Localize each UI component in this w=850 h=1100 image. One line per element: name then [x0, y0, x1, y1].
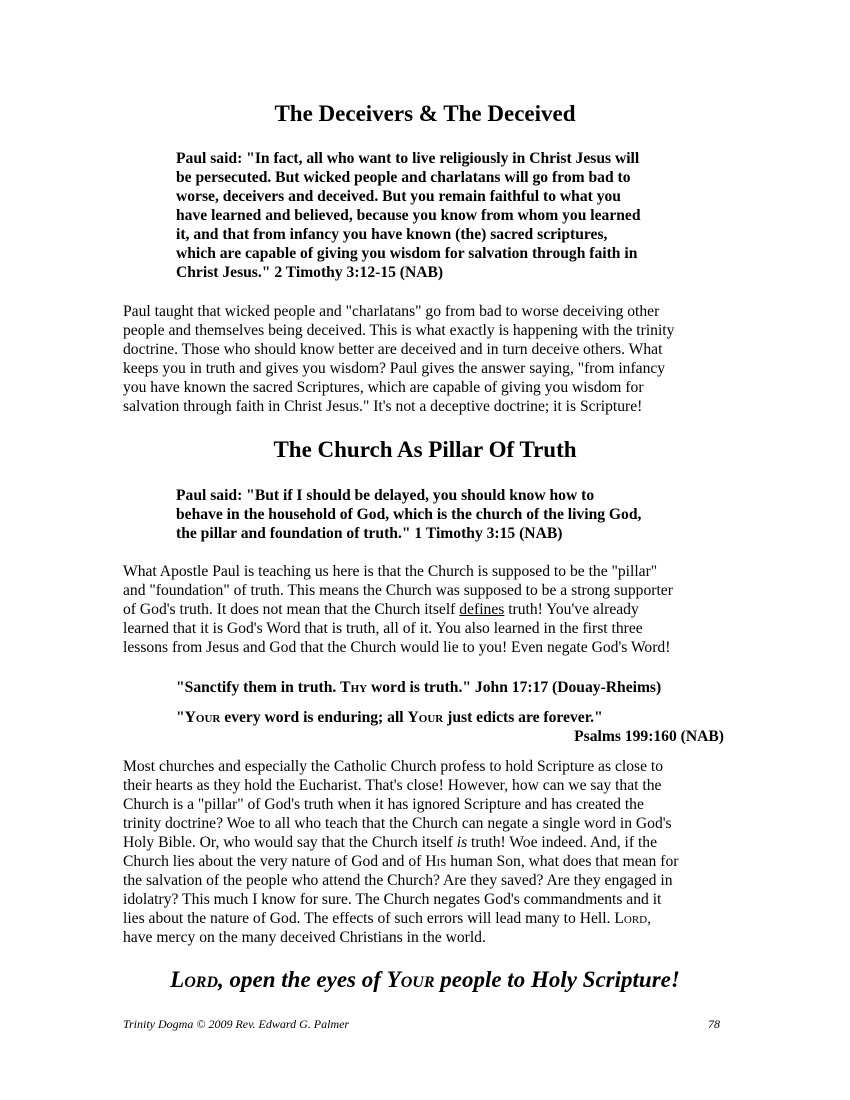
paragraph-pillar: [123, 562, 733, 657]
quote-line: it, and that from infancy you have known (the) sacred scriptures,: [176, 226, 608, 243]
text: ,: [647, 910, 652, 927]
para-line: Most churches and especially the Catholic Church profess to hold Scripture as close to: [123, 758, 664, 775]
smallcaps-text: Lord: [614, 910, 648, 927]
text: just edicts are forever.": [443, 709, 603, 726]
para-line: keeps you in truth and gives you wisdom? Paul gives the answer saying, "from infancy: [123, 360, 666, 377]
para-line: [123, 909, 733, 928]
para-line: doctrine. Those who should know better are deceived and in turn deceive others. What: [123, 341, 663, 358]
text: people to Holy Scripture!: [434, 967, 680, 992]
quote-line: Christ Jesus." 2 Timothy 3:12-15 (NAB): [176, 264, 444, 281]
para-line: have mercy on the many deceived Christians in the world.: [123, 929, 486, 946]
quote-line: the pillar and foundation of truth." 1 Timothy 3:15 (NAB): [176, 525, 563, 542]
verse-reference: Psalms 199:160 (NAB): [574, 728, 724, 745]
text: , open the eyes of: [218, 967, 387, 992]
para-line: Church is a "pillar" of God's truth when it has ignored Scripture and has created the: [123, 796, 644, 813]
text: human Son, what does that mean for: [446, 853, 679, 870]
para-line: idolatry? This much I know for sure. The Church negates God's commandments and it: [123, 891, 662, 908]
smallcaps-text: Your: [184, 709, 221, 726]
text: "Sanctify them in truth.: [176, 679, 341, 696]
text: truth! You've already: [504, 601, 639, 618]
para-line: [123, 833, 733, 852]
smallcaps-text: Your: [407, 709, 444, 726]
para-line: Paul taught that wicked people and "charlatans" go from bad to worse deceiving other: [123, 303, 660, 320]
quote-line: which are capable of giving you wisdom for salvation through faith in: [176, 245, 638, 262]
quote-line: behave in the household of God, which is the church of the living God,: [176, 506, 642, 523]
paragraph-churches: [123, 757, 733, 947]
para-line: people and themselves being deceived. This is what exactly is happening with the trinity: [123, 322, 675, 339]
para-line: trinity doctrine? Woe to all who teach that the Church can negate a single word in God's: [123, 815, 672, 832]
verse-line: [176, 678, 736, 697]
para-line: salvation through faith in Christ Jesus." It's not a deceptive doctrine; it is Scripture!: [123, 398, 643, 415]
quote-line: be persecuted. But wicked people and charlatans will go from bad to: [176, 169, 631, 186]
quote-line: have learned and believed, because you know from whom you learned: [176, 207, 641, 224]
section-title-pillar: The Church As Pillar Of Truth: [273, 437, 577, 462]
para-line: What Apostle Paul is teaching us here is that the Church is supposed to be the "pillar": [123, 563, 658, 580]
para-line: learned that it is God's Word that is truth, all of it. You also learned in the first three: [123, 620, 643, 637]
smallcaps-text: Your: [386, 967, 435, 992]
underlined-word: defines: [459, 601, 505, 618]
verse-line: [176, 708, 724, 727]
smallcaps-text: His: [425, 853, 447, 870]
timothy-quote-block: [176, 149, 696, 282]
para-line: and "foundation" of truth. This means the Church was supposed to be a strong supporter: [123, 582, 673, 599]
section-title-deceivers: The Deceivers & The Deceived: [274, 101, 576, 126]
quote-line: worse, deceivers and deceived. But you remain faithful to what you: [176, 188, 621, 205]
para-line: the salvation of the people who attend the Church? Are they saved? Are they engaged in: [123, 872, 673, 889]
text: of God's truth. It does not mean that the Church itself: [123, 601, 460, 618]
text: truth! Woe indeed. And, if the: [467, 834, 658, 851]
text: ": [176, 709, 185, 726]
text: every word is enduring; all: [220, 709, 408, 726]
italic-word: is: [456, 834, 468, 851]
text: Holy Bible. Or, who would say that the Church itself: [123, 834, 457, 851]
page-number: 78: [708, 1017, 720, 1031]
psalms-verse: [176, 708, 724, 746]
closing-prayer: [0, 967, 850, 993]
para-line: [123, 600, 733, 619]
paragraph-deceivers: [123, 302, 733, 416]
smallcaps-text: Thy: [340, 679, 368, 696]
quote-line: Paul said: "But if I should be delayed, you should know how to: [176, 487, 595, 504]
quote-line: Paul said: "In fact, all who want to live religiously in Christ Jesus will: [176, 150, 640, 167]
smallcaps-text: Lord: [170, 967, 219, 992]
para-line: lessons from Jesus and God that the Church would lie to you! Even negate God's Word!: [123, 639, 671, 656]
para-line: their hearts as they hold the Eucharist. That's close! However, how can we say that the: [123, 777, 662, 794]
text: word is truth." John 17:17 (Douay-Rheims): [367, 679, 662, 696]
john-verse: [176, 678, 736, 697]
footer-copyright: Trinity Dogma © 2009 Rev. Edward G. Palmer: [123, 1017, 350, 1031]
text: lies about the nature of God. The effects of such errors will lead many to Hell.: [123, 910, 615, 927]
text: Church lies about the very nature of God and of: [123, 853, 426, 870]
timothy-pillar-quote: [176, 486, 696, 543]
para-line: [123, 852, 733, 871]
para-line: you have known the sacred Scriptures, which are capable of giving you wisdom for: [123, 379, 644, 396]
